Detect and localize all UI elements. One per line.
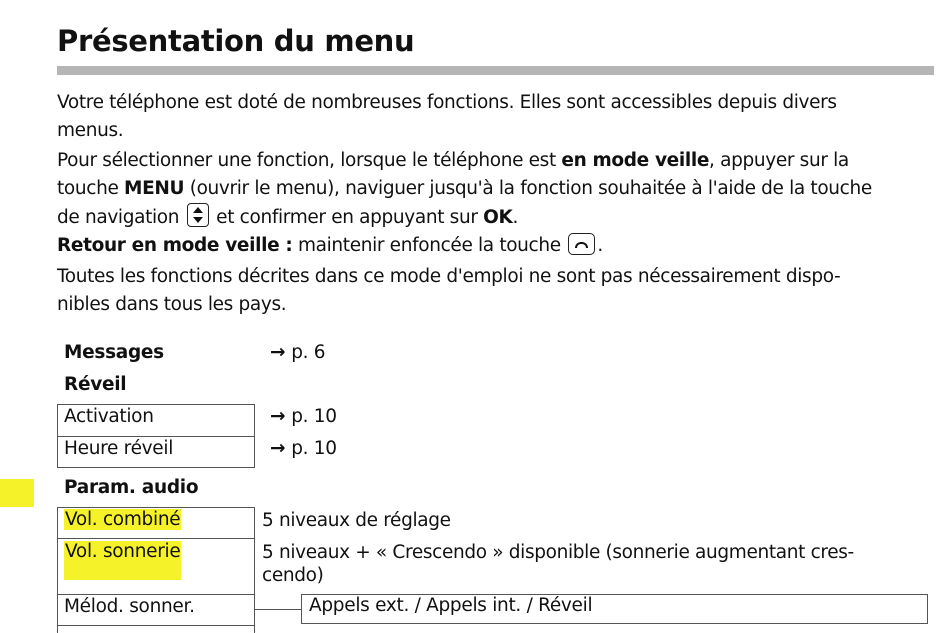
page-title: Présentation du menu: [57, 24, 415, 58]
availability-line-2: nibles dans tous les pays.: [57, 294, 287, 315]
instruction-line-1: [57, 147, 849, 175]
option-connector-line: [255, 609, 301, 610]
return-standby-text: maintenir enfoncée la touche: [292, 235, 567, 256]
menu-item-melod-sonner: Mélod. sonner.: [64, 596, 195, 617]
return-standby-term: Retour en mode veille :: [57, 235, 293, 256]
instruction-text: touche: [57, 178, 125, 199]
desc-vol-sonnerie-line-2: cendo): [262, 565, 324, 586]
desc-vol-sonnerie-line-1: 5 niveaux + « Crescendo » disponible (sonnerie augmentant cres-: [262, 542, 854, 563]
title-rule: [57, 66, 934, 75]
margin-highlight-mark: [0, 479, 34, 507]
return-standby-line: [57, 232, 603, 260]
instruction-text: (ouvrir le menu), naviguer jusqu'à la fonction souhaitée à l'aide de la touche: [184, 178, 872, 199]
arrow-right-icon: →: [270, 342, 286, 363]
menu-ref-heure-reveil: [270, 438, 337, 459]
highlighted-label: Vol. sonnerie: [64, 541, 181, 580]
menu-item-heure-reveil: Heure réveil: [64, 438, 174, 459]
instruction-text: de navigation: [57, 207, 185, 228]
menu-item-vol-sonnerie: [64, 541, 181, 562]
menu-group-messages: Messages: [64, 342, 164, 363]
menu-ref-messages: [270, 342, 325, 363]
arrow-right-icon: →: [270, 438, 286, 459]
intro-line-2: menus.: [57, 120, 124, 141]
page-ref: p. 10: [291, 406, 337, 427]
availability-line-1: Toutes les fonctions décrites dans ce mode d'emploi ne sont pas nécessairement dispo-: [57, 266, 841, 287]
menu-item-activation: Activation: [64, 406, 154, 427]
option-melod-sonner: Appels ext. / Appels int. / Réveil: [309, 595, 593, 616]
menu-group-reveil: Réveil: [64, 374, 127, 395]
page-ref: p. 10: [291, 438, 337, 459]
end-call-key-icon: [568, 233, 595, 255]
instruction-line-2: [57, 175, 872, 203]
highlighted-label: Vol. combiné: [65, 509, 181, 530]
standby-mode-term: en mode veille: [561, 150, 710, 171]
menu-item-vol-combine: [64, 509, 181, 530]
intro-line-1: Votre téléphone est doté de nombreuses fonctions. Elles sont accessibles depuis divers: [57, 92, 837, 113]
menu-cell-next-partial: [57, 625, 255, 633]
instruction-text: .: [512, 207, 519, 228]
menu-ref-activation: [270, 406, 337, 427]
desc-vol-combine: 5 niveaux de réglage: [262, 510, 451, 531]
ok-key-term: OK: [483, 207, 513, 228]
menu-key-term: MENU: [124, 178, 185, 199]
menu-group-param-audio: Param. audio: [64, 477, 199, 498]
instruction-text: et confirmer en appuyant sur: [210, 207, 484, 228]
page-ref: p. 6: [291, 342, 326, 363]
instruction-line-3: [57, 203, 518, 232]
instruction-text: , appuyer sur la: [709, 150, 849, 171]
instruction-text: Pour sélectionner une fonction, lorsque le téléphone est: [57, 150, 562, 171]
navigation-key-icon: [187, 203, 209, 227]
arrow-right-icon: →: [270, 406, 286, 427]
return-standby-text: .: [597, 235, 603, 256]
